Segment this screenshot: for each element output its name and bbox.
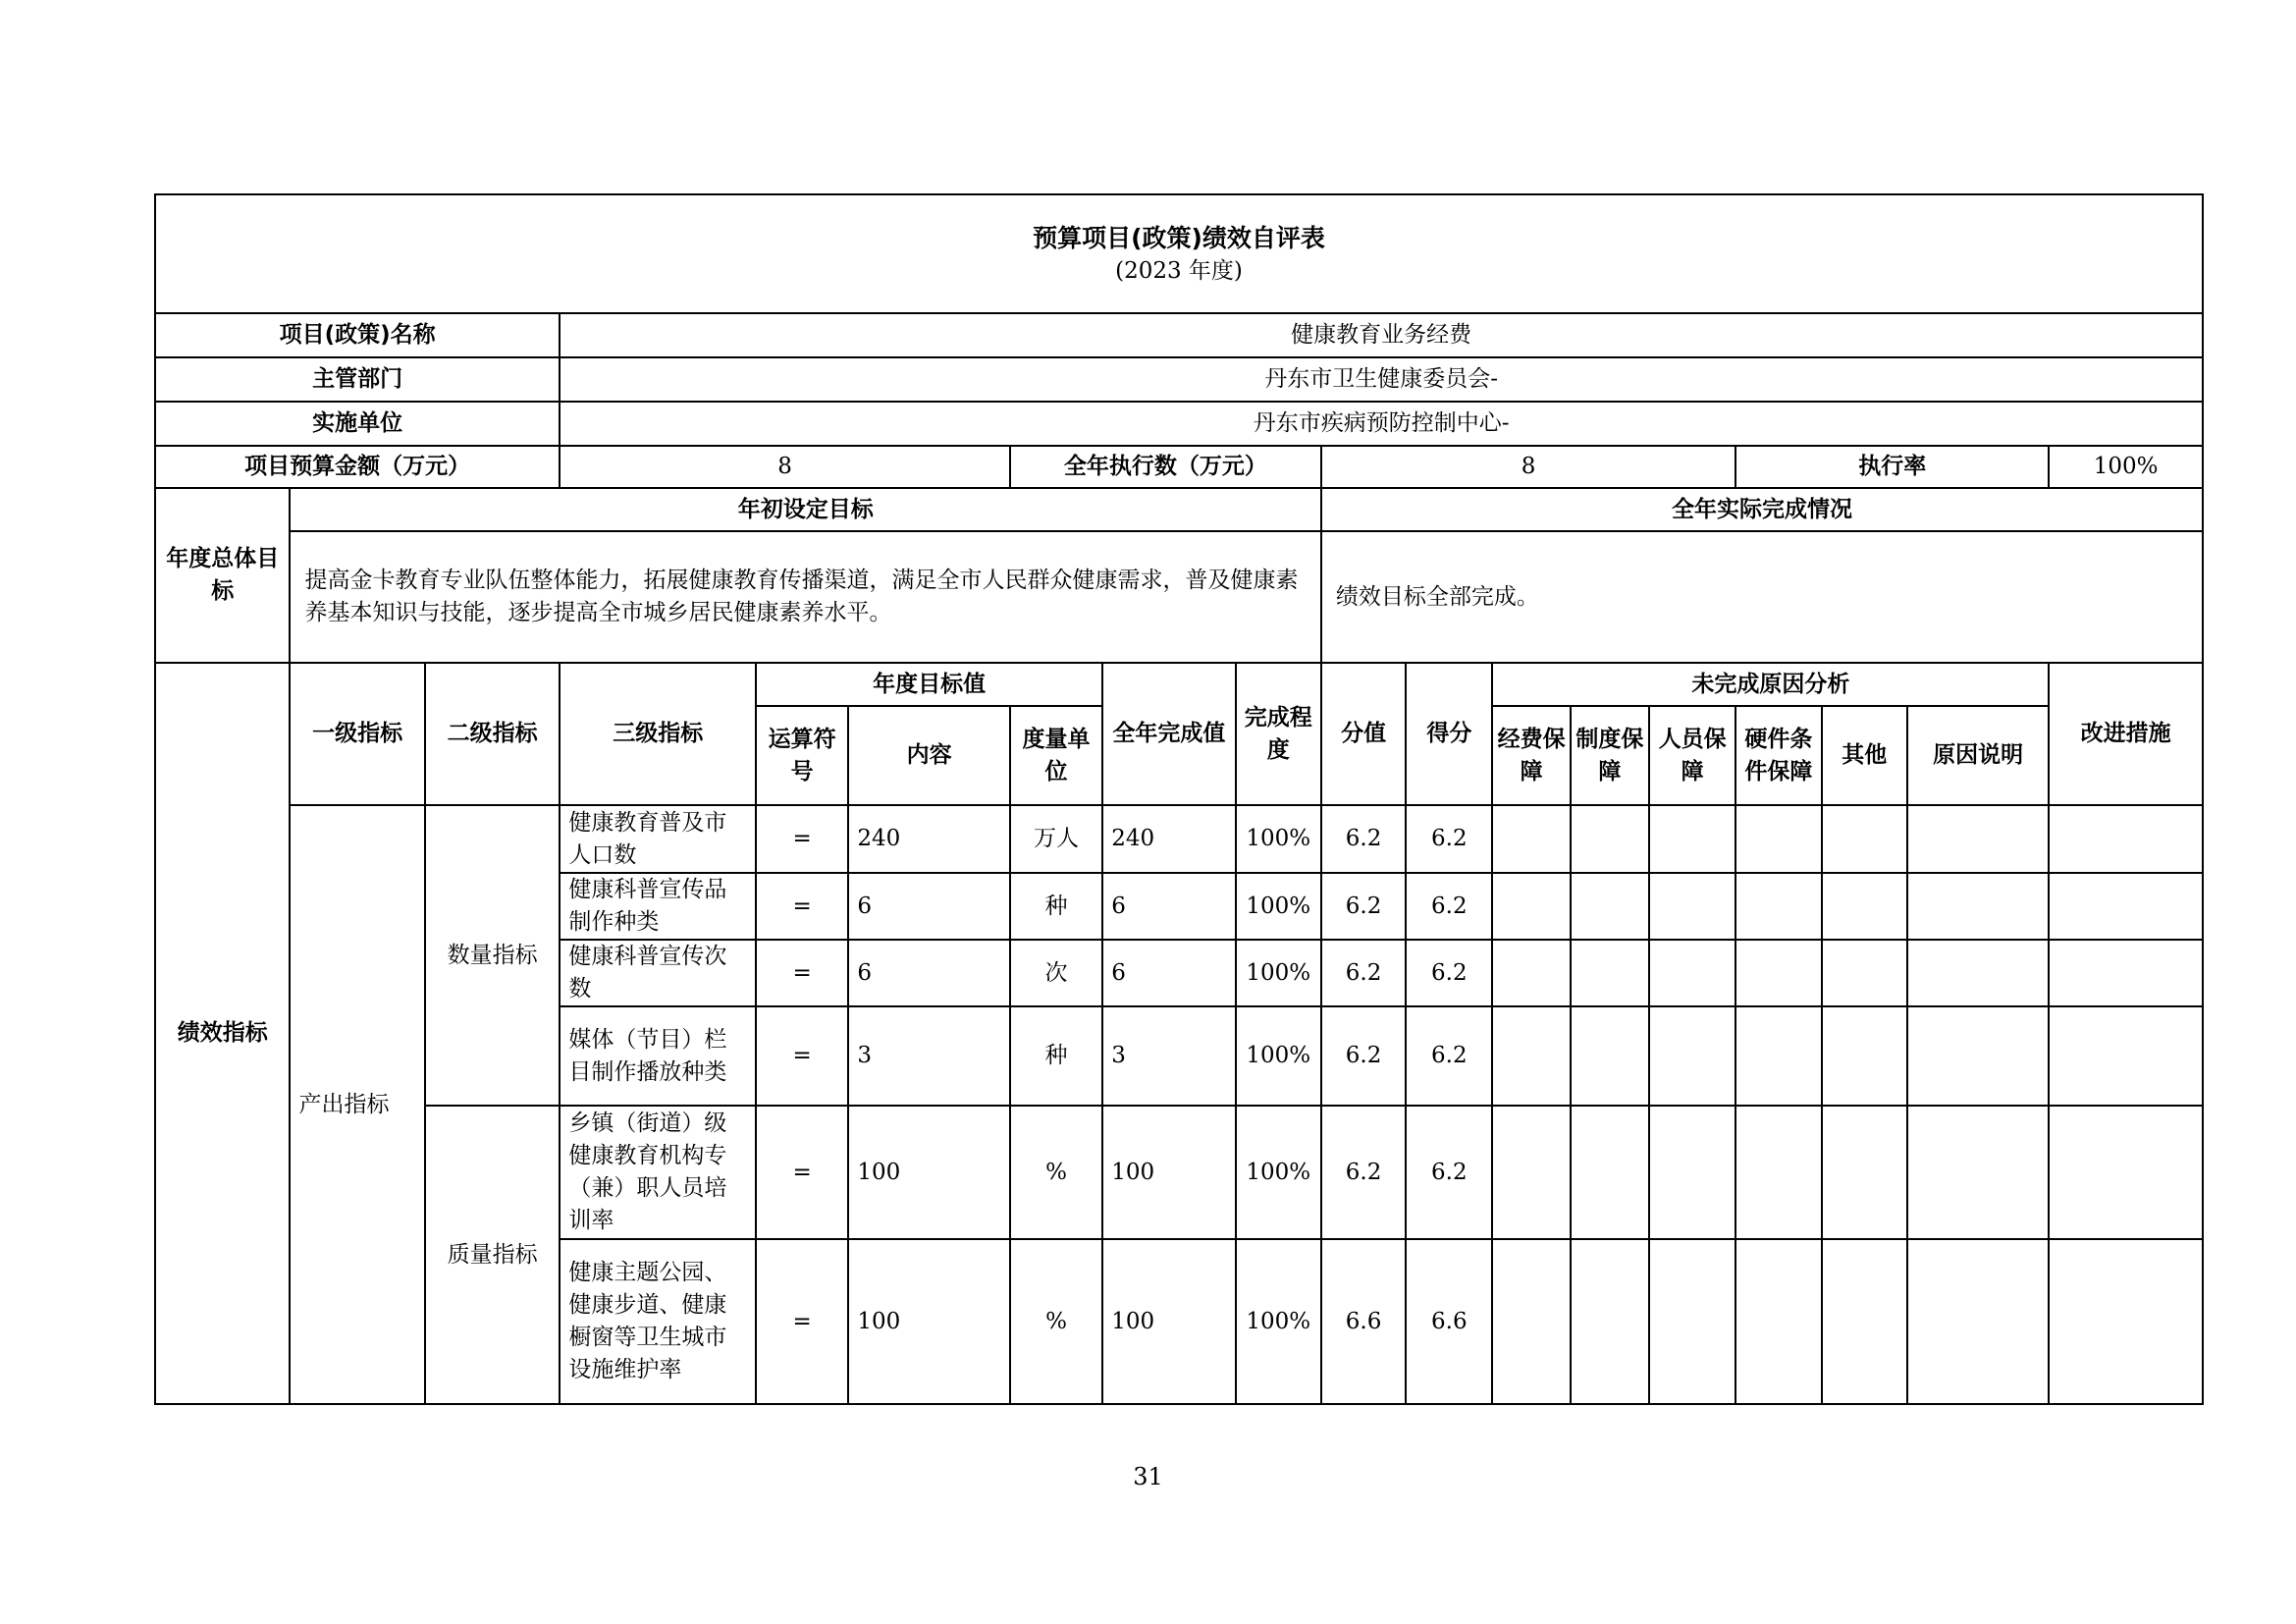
content-cell: 6	[848, 873, 1010, 940]
header-funding: 经费保障	[1492, 706, 1570, 805]
header-level2: 二级指标	[425, 663, 560, 805]
level2-quality-indicator: 质量指标	[425, 1106, 560, 1404]
score-cell: 6.2	[1406, 873, 1492, 940]
table-row	[155, 805, 2203, 873]
personnel-cell	[1649, 873, 1735, 940]
funding-cell	[1492, 1006, 1570, 1106]
reason-note-cell	[1907, 1106, 2049, 1239]
operator-cell: =	[756, 1239, 848, 1404]
header-level1: 一级指标	[290, 663, 424, 805]
header-improvement: 改进措施	[2049, 663, 2203, 805]
complete-cell: 100	[1102, 1239, 1235, 1404]
complete-cell: 3	[1102, 1006, 1235, 1106]
improvement-cell	[2049, 805, 2203, 873]
degree-cell: 100%	[1236, 940, 1321, 1006]
project-name-value: 健康教育业务经费	[560, 313, 2203, 357]
hardware-cell	[1735, 1239, 1821, 1404]
reason-note-cell	[1907, 873, 2049, 940]
annual-goal-label: 年度总体目标	[155, 488, 290, 663]
operator-cell: =	[756, 873, 848, 940]
operator-cell: =	[756, 805, 848, 873]
header-score: 得分	[1406, 663, 1492, 805]
other-cell	[1822, 805, 1907, 873]
other-cell	[1822, 1106, 1907, 1239]
level2-quantity-indicator: 数量指标	[425, 805, 560, 1106]
improvement-cell	[2049, 873, 2203, 940]
reason-note-cell	[1907, 940, 2049, 1006]
header-personnel: 人员保障	[1649, 706, 1735, 805]
degree-cell: 100%	[1236, 873, 1321, 940]
page-number: 31	[1133, 1463, 1163, 1490]
form-year: (2023 年度)	[1115, 257, 1243, 284]
complete-cell: 6	[1102, 873, 1235, 940]
funding-cell	[1492, 1239, 1570, 1404]
unit-cell: 万人	[1010, 805, 1102, 873]
funding-cell	[1492, 873, 1570, 940]
degree-cell: 100%	[1236, 1006, 1321, 1106]
dept-label: 主管部门	[155, 357, 560, 402]
rate-value: 100%	[2049, 446, 2203, 488]
reason-note-cell	[1907, 805, 2049, 873]
improvement-cell	[2049, 940, 2203, 1006]
complete-cell: 240	[1102, 805, 1235, 873]
unit-label: 实施单位	[155, 402, 560, 446]
header-degree: 完成程度	[1236, 663, 1321, 805]
hardware-cell	[1735, 873, 1821, 940]
header-content: 内容	[848, 706, 1010, 805]
unit-cell: 种	[1010, 1006, 1102, 1106]
level3-cell: 健康主题公园、健康步道、健康橱窗等卫生城市设施维护率	[560, 1239, 756, 1404]
system-cell	[1571, 940, 1649, 1006]
personnel-cell	[1649, 805, 1735, 873]
score-value-cell: 6.2	[1321, 940, 1406, 1006]
unit-value: 丹东市疾病预防控制中心-	[560, 402, 2203, 446]
system-cell	[1571, 873, 1649, 940]
complete-cell: 100	[1102, 1106, 1235, 1239]
score-cell: 6.2	[1406, 805, 1492, 873]
unit-cell: %	[1010, 1239, 1102, 1404]
operator-cell: =	[756, 940, 848, 1006]
unit-cell: %	[1010, 1106, 1102, 1239]
level3-cell: 健康科普宣传品制作种类	[560, 873, 756, 940]
unit-cell: 次	[1010, 940, 1102, 1006]
system-cell	[1571, 1006, 1649, 1106]
form-title: 预算项目(政策)绩效自评表	[1033, 223, 1325, 252]
header-score-value: 分值	[1321, 663, 1406, 805]
degree-cell: 100%	[1236, 1106, 1321, 1239]
content-cell: 240	[848, 805, 1010, 873]
header-other: 其他	[1822, 706, 1907, 805]
header-annual-complete: 全年完成值	[1102, 663, 1235, 805]
budget-value: 8	[560, 446, 1010, 488]
hardware-cell	[1735, 805, 1821, 873]
header-hardware: 硬件条件保障	[1735, 706, 1821, 805]
budget-label: 项目预算金额（万元）	[155, 446, 560, 488]
score-value-cell: 6.2	[1321, 1006, 1406, 1106]
level3-cell: 健康教育普及市人口数	[560, 805, 756, 873]
form-title-cell	[155, 194, 2203, 313]
perf-indicators-label: 绩效指标	[155, 663, 290, 1404]
self-evaluation-table	[154, 193, 2204, 1405]
score-value-cell: 6.2	[1321, 805, 1406, 873]
other-cell	[1822, 1239, 1907, 1404]
initial-target-label: 年初设定目标	[290, 488, 1320, 531]
score-cell: 6.6	[1406, 1239, 1492, 1404]
header-operator: 运算符号	[756, 706, 848, 805]
header-reason-note: 原因说明	[1907, 706, 2049, 805]
funding-cell	[1492, 1106, 1570, 1239]
funding-cell	[1492, 805, 1570, 873]
personnel-cell	[1649, 1239, 1735, 1404]
performance-form	[154, 193, 2204, 1405]
score-value-cell: 6.6	[1321, 1239, 1406, 1404]
hardware-cell	[1735, 1106, 1821, 1239]
system-cell	[1571, 1239, 1649, 1404]
personnel-cell	[1649, 1106, 1735, 1239]
level3-cell: 健康科普宣传次数	[560, 940, 756, 1006]
header-unit: 度量单位	[1010, 706, 1102, 805]
content-cell: 3	[848, 1006, 1010, 1106]
complete-cell: 6	[1102, 940, 1235, 1006]
improvement-cell	[2049, 1239, 2203, 1404]
personnel-cell	[1649, 940, 1735, 1006]
level3-cell: 乡镇（街道）级健康教育机构专（兼）职人员培训率	[560, 1106, 756, 1239]
score-cell: 6.2	[1406, 940, 1492, 1006]
actual-completion-text: 绩效目标全部完成。	[1321, 531, 2203, 663]
project-name-label: 项目(政策)名称	[155, 313, 560, 357]
score-cell: 6.2	[1406, 1006, 1492, 1106]
funding-cell	[1492, 940, 1570, 1006]
unit-cell: 种	[1010, 873, 1102, 940]
system-cell	[1571, 805, 1649, 873]
content-cell: 100	[848, 1239, 1010, 1404]
header-level3: 三级指标	[560, 663, 756, 805]
content-cell: 100	[848, 1106, 1010, 1239]
operator-cell: =	[756, 1006, 848, 1106]
header-reason-analysis: 未完成原因分析	[1492, 663, 2049, 706]
executed-value: 8	[1321, 446, 1735, 488]
other-cell	[1822, 1006, 1907, 1106]
reason-note-cell	[1907, 1239, 2049, 1404]
other-cell	[1822, 873, 1907, 940]
level3-cell: 媒体（节目）栏目制作播放种类	[560, 1006, 756, 1106]
other-cell	[1822, 940, 1907, 1006]
operator-cell: =	[756, 1106, 848, 1239]
personnel-cell	[1649, 1006, 1735, 1106]
system-cell	[1571, 1106, 1649, 1239]
score-cell: 6.2	[1406, 1106, 1492, 1239]
table-row	[155, 1106, 2203, 1239]
reason-note-cell	[1907, 1006, 2049, 1106]
degree-cell: 100%	[1236, 805, 1321, 873]
header-annual-target: 年度目标值	[756, 663, 1102, 706]
degree-cell: 100%	[1236, 1239, 1321, 1404]
score-value-cell: 6.2	[1321, 1106, 1406, 1239]
score-value-cell: 6.2	[1321, 873, 1406, 940]
initial-target-text: 提高金卡教育专业队伍整体能力，拓展健康教育传播渠道，满足全市人民群众健康需求，普及健康素养基本知识与技能，逐步提高全市城乡居民健康素养水平。	[290, 531, 1320, 663]
header-system: 制度保障	[1571, 706, 1649, 805]
rate-label: 执行率	[1735, 446, 2049, 488]
content-cell: 6	[848, 940, 1010, 1006]
hardware-cell	[1735, 1006, 1821, 1106]
actual-completion-label: 全年实际完成情况	[1321, 488, 2203, 531]
hardware-cell	[1735, 940, 1821, 1006]
executed-label: 全年执行数（万元）	[1010, 446, 1321, 488]
level1-output-indicator: 产出指标	[290, 805, 424, 1404]
improvement-cell	[2049, 1106, 2203, 1239]
dept-value: 丹东市卫生健康委员会-	[560, 357, 2203, 402]
improvement-cell	[2049, 1006, 2203, 1106]
